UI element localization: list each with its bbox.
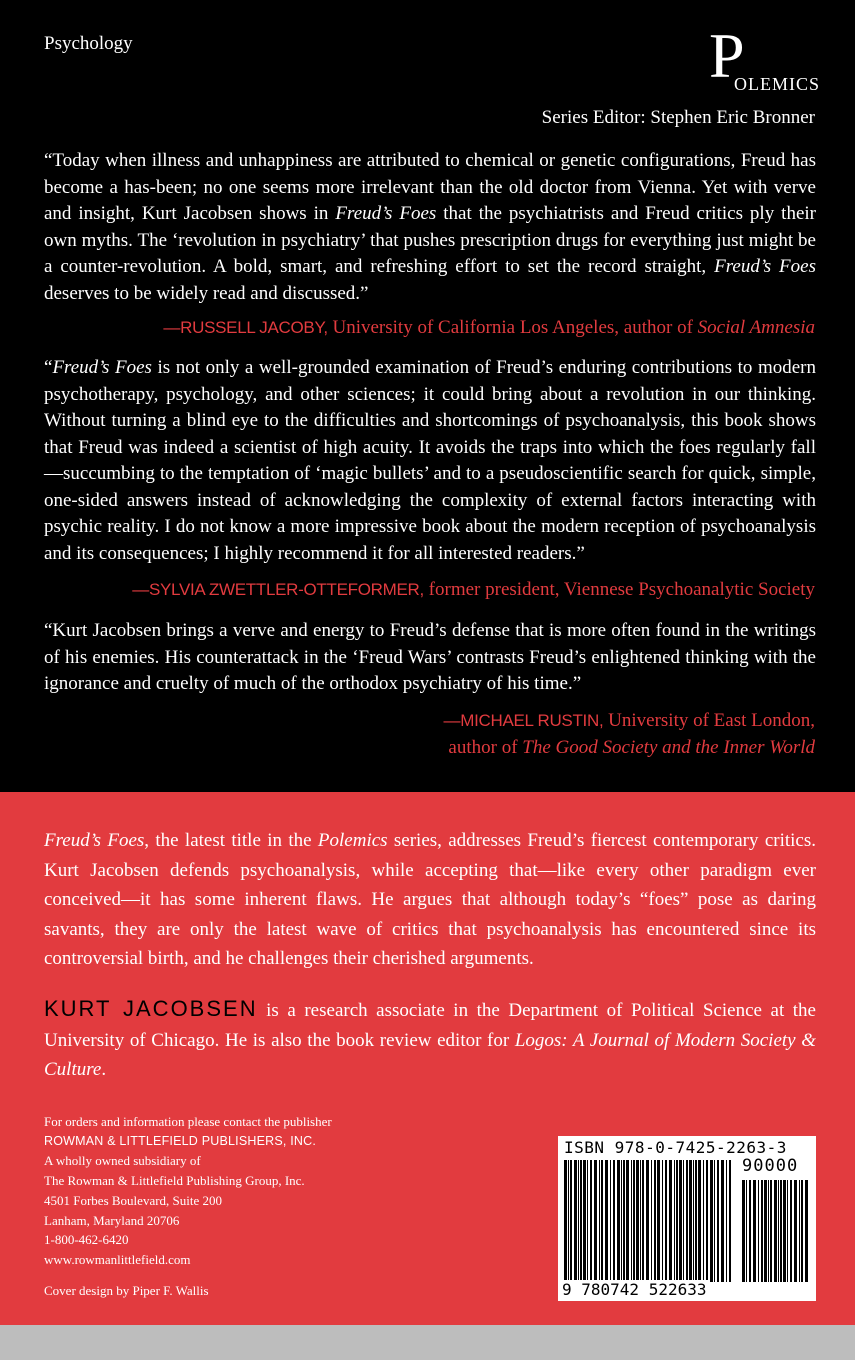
- ean-bars: [564, 1160, 732, 1282]
- quote-2-attribution: —SYLVIA ZWETTLER-OTTEFORMER, former president, Viennese Psychoanalytic Society: [132, 579, 815, 600]
- logo-text: OLEMICS: [734, 74, 821, 94]
- publisher-name: ROWMAN & LITTLEFIELD PUBLISHERS, INC.: [44, 1133, 317, 1148]
- quote-3-attribution: —MICHAEL RUSTIN, University of East London, author of The Good Society and the Inner World: [443, 710, 815, 758]
- isbn-barcode: [558, 1136, 816, 1301]
- quote-3: “Kurt Jacobsen brings a verve and energy to Freud’s defense that is more often found in the writings of his enemies. His counterattack in the ‘Freud Wars’ contrasts Freud’s enlightened thinking with the ignorance and cruelty of much of the orthodox psychiatry of his time.”: [44, 620, 816, 694]
- publisher-address-1: 4501 Forbes Boulevard, Suite 200: [44, 1192, 223, 1208]
- series-editor: Series Editor: Stephen Eric Bronner: [541, 107, 815, 128]
- bottom-strip: [0, 1325, 855, 1360]
- publisher-parent: The Rowman & Littlefield Publishing Group, Inc.: [44, 1173, 305, 1189]
- logo-initial: P: [709, 20, 745, 91]
- author-bio: KURT JACOBSEN is a research associate in the Department of Political Science at the University of Chicago. He is also the book review editor for Logos: A Journal of Modern Society & Culture.: [44, 996, 816, 1080]
- quote-1-attribution: —RUSSELL JACOBY, University of California Los Angeles, author of Social Amnesia: [163, 317, 815, 338]
- quote-1: “Today when illness and unhappiness are attributed to chemical or genetic configurations, Freud has become a has-been; no one seems more irrelevant than the old doctor from Vienna. Yet with verve and insight, Kurt Jacobsen shows in Freud’s Foes that the psychiatrists and Freud critics ply their own myths. The ‘revolution in psychiatry’ that pushes prescription drugs for everything just might be a counter-revolution. A bold, smart, and refreshing effort to set the record straight, Freud’s Foes deserves to be widely read and discussed.”: [44, 150, 816, 304]
- polemics-logo: [707, 20, 821, 100]
- book-description: Freud’s Foes, the latest title in the Polemics series, addresses Freud’s fiercest contemporary critics. Kurt Jacobsen defends psychoanalysis, while accepting that—like every other paradigm ever conceived—it has some inherent flaws. He argues that although today’s “foes” pose as daring savants, they are only the latest wave of critics that psychoanalysis has encountered since its controversial birth, and he challenges their cherished arguments.: [44, 830, 816, 969]
- description-panel: [0, 792, 855, 1325]
- publisher-info: [44, 1112, 332, 1270]
- publisher-phone: 1-800-462-6420: [44, 1232, 129, 1248]
- ean-digits: 9 780742 522633: [562, 1280, 707, 1299]
- price-code: 90000: [742, 1156, 799, 1176]
- quote-2: “Freud’s Foes is not only a well-grounded examination of Freud’s enduring contributions to modern psychotherapy, psychology, and other sciences; it could bring about a revolution in our thinking. Without turning a blind eye to the difficulties and shortcomings of psychoanalysis, this book shows that Freud was indeed a scientist of high acuity. It avoids the traps into which the foes regularly fall—succumbing to the temptation of ‘magic bullets’ and to a pseudoscientific search for quick, simple, one-sided answers instead of acknowledging the complexity of external factors interacting with psychic reality. I do not know a more impressive book about the modern reception of psychoanalysis and its consequences; I highly recommend it for all interested readers.”: [44, 357, 816, 564]
- publisher-contact: For orders and information please contact the publisher: [44, 1114, 332, 1129]
- publisher-address-2: Lanham, Maryland 20706: [44, 1212, 180, 1228]
- publisher-subsidiary: A wholly owned subsidiary of: [44, 1153, 201, 1169]
- isbn-text: ISBN 978-0-7425-2263-3: [564, 1138, 787, 1157]
- publisher-website: www.rowmanlittlefield.com: [44, 1251, 191, 1267]
- author-name: KURT JACOBSEN: [44, 996, 258, 1021]
- subject-label: Psychology: [44, 33, 133, 54]
- cover-credit: Cover design by Piper F. Wallis: [44, 1283, 209, 1298]
- addon-bars: [742, 1180, 810, 1282]
